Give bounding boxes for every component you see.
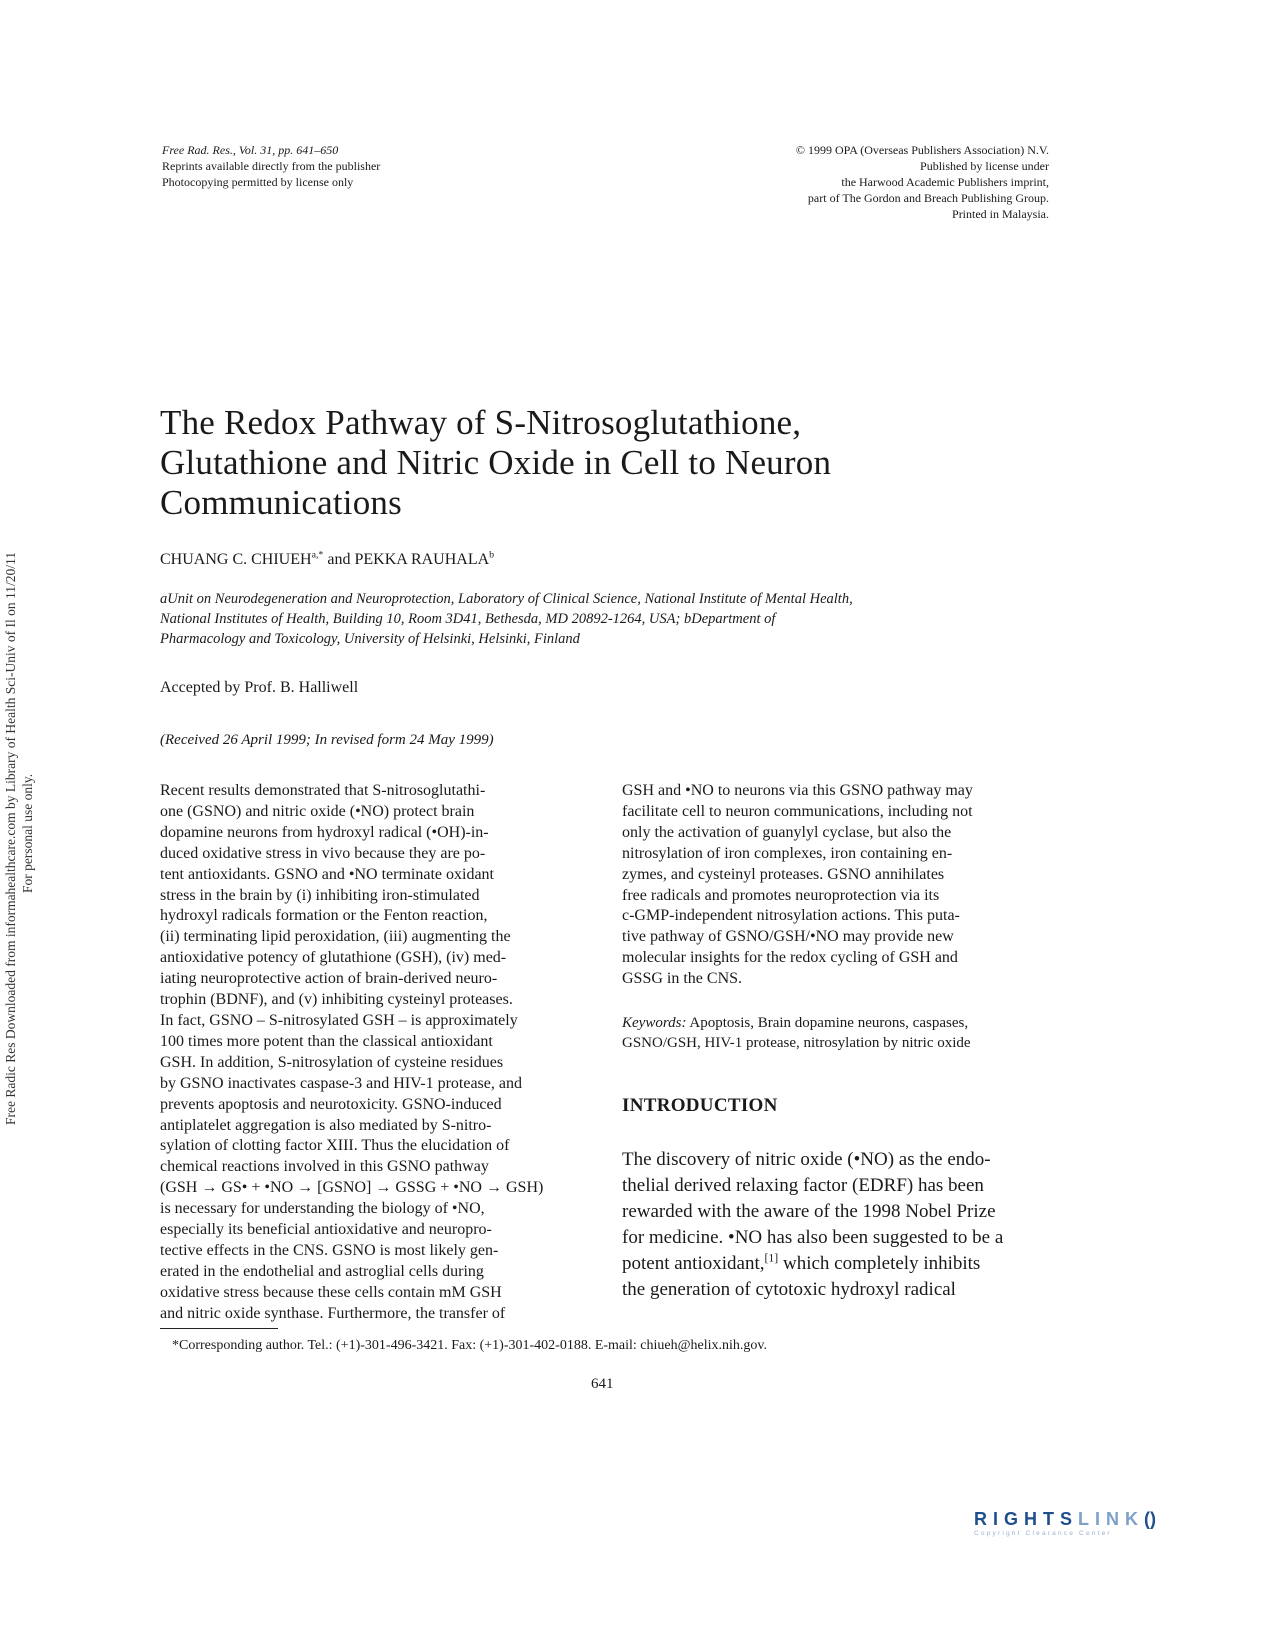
abstract-line: especially its beneficial antioxidative and neuropro- [160, 1221, 492, 1239]
intro-line: The discovery of nitric oxide (•NO) as the endo- [622, 1149, 991, 1170]
intro-line: thelial derived relaxing factor (EDRF) has been [622, 1175, 984, 1196]
title-line: Communications [160, 483, 402, 522]
abstract-line: one (GSNO) and nitric oxide (•NO) protect brain [160, 802, 475, 820]
keywords-label: Keywords: [622, 1015, 687, 1031]
article-title [160, 403, 831, 523]
affiliation-line: Pharmacology and Toxicology, University of Helsinki, Helsinki, Finland [160, 631, 580, 647]
rightslink-logo [974, 1509, 1156, 1537]
journal-citation [162, 142, 380, 190]
logo-text-rights: RIGHTS [974, 1509, 1079, 1529]
download-notice-line-2: For personal use only. [20, 773, 35, 893]
intro-line: rewarded with the aware of the 1998 Nobel Prize [622, 1201, 996, 1222]
download-notice [2, 552, 36, 1125]
publisher-notice-line: the Harwood Academic Publishers imprint, [841, 175, 1049, 189]
author-affiliation-mark: a,* [311, 549, 324, 561]
received-dates: (Received 26 April 1999; In revised form 24 May 1999) [160, 732, 494, 748]
abstract-line: by GSNO inactivates caspase-3 and HIV-1 protease, and [160, 1074, 522, 1092]
publisher-notice-line: Published by license under [920, 159, 1049, 173]
section-heading: INTRODUCTION [622, 1095, 778, 1116]
abstract-line: sylation of clotting factor XIII. Thus the elucidation of [160, 1137, 510, 1155]
abstract-line: chemical reactions involved in this GSNO pathway [160, 1158, 489, 1176]
publisher-notice-line: Printed in Malaysia. [952, 207, 1049, 221]
accepted-by: Accepted by Prof. B. Halliwell [160, 679, 359, 696]
introduction-text [622, 1147, 1049, 1303]
abstract-line: Recent results demonstrated that S-nitrosoglutathi- [160, 782, 486, 799]
abstract-line: oxidative stress because these cells contain mM GSH [160, 1283, 502, 1301]
abstract-line: hydroxyl radicals formation or the Fenton reaction, [160, 907, 488, 925]
abstract-line: only the activation of guanylyl cyclase, but also the [622, 823, 952, 841]
abstract-line: erated in the endothelial and astroglial cells during [160, 1262, 484, 1280]
abstract-line: GSH and •NO to neurons via this GSNO pathway may [622, 782, 973, 799]
affiliations [160, 589, 853, 649]
abstract-line: nitrosylation of iron complexes, iron containing en- [622, 844, 953, 862]
author-affiliation-mark: b [489, 549, 495, 561]
abstract-line: molecular insights for the redox cycling of GSH and [622, 949, 958, 967]
journal-citation-line: Photocopying permitted by license only [162, 175, 354, 189]
abstract-line: GSSG in the CNS. [622, 970, 743, 988]
abstract-line: zymes, and cysteinyl proteases. GSNO annihilates [622, 865, 945, 883]
abstract-line: iating neuroprotective action of brain-derived neuro- [160, 970, 498, 988]
logo-tagline: Copyright Clearance Center [974, 1530, 1112, 1537]
abstract-line: duced oxidative stress in vivo because they are po- [160, 844, 486, 862]
author-conjunction: and [323, 551, 355, 568]
abstract-left-column [160, 781, 585, 1325]
abstract-line: and nitric oxide synthase. Furthermore, the transfer of [160, 1304, 506, 1322]
abstract-line: (GSH → GS• + •NO → [GSNO] → GSSG + •NO → GSH) [160, 1179, 544, 1197]
abstract-line: facilitate cell to neuron communications, including not [622, 802, 973, 820]
keywords-text: GSNO/GSH, HIV-1 protease, nitrosylation by nitric oxide [622, 1035, 971, 1051]
abstract-line: c-GMP-independent nitrosylation actions. This puta- [622, 907, 960, 925]
publisher-notice-line: © 1999 OPA (Overseas Publishers Association) N.V. [795, 143, 1049, 157]
abstract-line: tective effects in the CNS. GSNO is most likely gen- [160, 1241, 499, 1259]
abstract-line: tive pathway of GSNO/GSH/•NO may provide new [622, 928, 954, 946]
author-list [160, 551, 494, 569]
logo-symbol-icon: () [1144, 1509, 1157, 1529]
page-number: 641 [591, 1376, 614, 1392]
affiliation-line: aUnit on Neurodegeneration and Neuroprotection, Laboratory of Clinical Science, National Institute of Mental Health, [160, 591, 853, 607]
abstract-line: dopamine neurons from hydroxyl radical (•OH)-in- [160, 823, 489, 841]
footnote: *Corresponding author. Tel.: (+1)-301-496-3421. Fax: (+1)-301-402-0188. E-mail: chiueh@helix.nih.gov. [172, 1338, 767, 1353]
author-name: CHUANG C. CHIUEH [160, 551, 312, 568]
logo-text-link: LINK [1078, 1509, 1145, 1529]
publisher-notice-line: part of The Gordon and Breach Publishing Group. [807, 191, 1049, 205]
affiliation-line: National Institutes of Health, Building 10, Room 3D41, Bethesda, MD 20892-1264, USA; bDepartment of [160, 611, 776, 627]
abstract-line: is necessary for understanding the biology of •NO, [160, 1200, 485, 1218]
journal-citation-line: Reprints available directly from the publisher [162, 159, 381, 173]
abstract-line: GSH. In addition, S-nitrosylation of cysteine residues [160, 1053, 504, 1071]
abstract-line: trophin (BDNF), and (v) inhibiting cysteinyl proteases. [160, 991, 513, 1009]
keywords [622, 1013, 1049, 1053]
abstract-line: antiplatelet aggregation is also mediated by S-nitro- [160, 1116, 492, 1134]
abstract-line: In fact, GSNO – S-nitrosylated GSH – is approximately [160, 1011, 518, 1029]
intro-line: potent antioxidant,[1] which completely inhibits [622, 1251, 981, 1274]
abstract-line: stress in the brain by (i) inhibiting iron-stimulated [160, 886, 480, 904]
abstract-line: free radicals and promotes neuroprotection via its [622, 886, 940, 904]
abstract-right-column [622, 781, 1049, 990]
title-line: Glutathione and Nitric Oxide in Cell to Neuron [160, 443, 832, 482]
download-notice-line-1: Free Radic Res Downloaded from informahealthcare.com by Library of Health Sci-Univ of Il on 11/20/11 [3, 552, 18, 1125]
intro-line: the generation of cytotoxic hydroxyl radical [622, 1279, 956, 1300]
keywords-text: Apoptosis, Brain dopamine neurons, caspases, [686, 1015, 969, 1031]
publisher-notice [796, 142, 1049, 222]
abstract-line: tent antioxidants. GSNO and •NO terminate oxidant [160, 865, 494, 883]
citation-reference[interactable]: [1] [764, 1251, 779, 1265]
intro-line: for medicine. •NO has also been suggested to be a [622, 1227, 1004, 1248]
journal-citation-line: Free Rad. Res., Vol. 31, pp. 641–650 [162, 143, 339, 157]
footnote-rule [160, 1328, 278, 1329]
abstract-line: (ii) terminating lipid peroxidation, (iii) augmenting the [160, 928, 511, 946]
title-line: The Redox Pathway of S-Nitrosoglutathione, [160, 403, 802, 442]
abstract-line: 100 times more potent than the classical antioxidant [160, 1032, 493, 1050]
abstract-line: prevents apoptosis and neurotoxicity. GSNO-induced [160, 1095, 502, 1113]
abstract-line: antioxidative potency of glutathione (GSH), (iv) med- [160, 949, 507, 967]
author-name: PEKKA RAUHALA [354, 551, 490, 568]
